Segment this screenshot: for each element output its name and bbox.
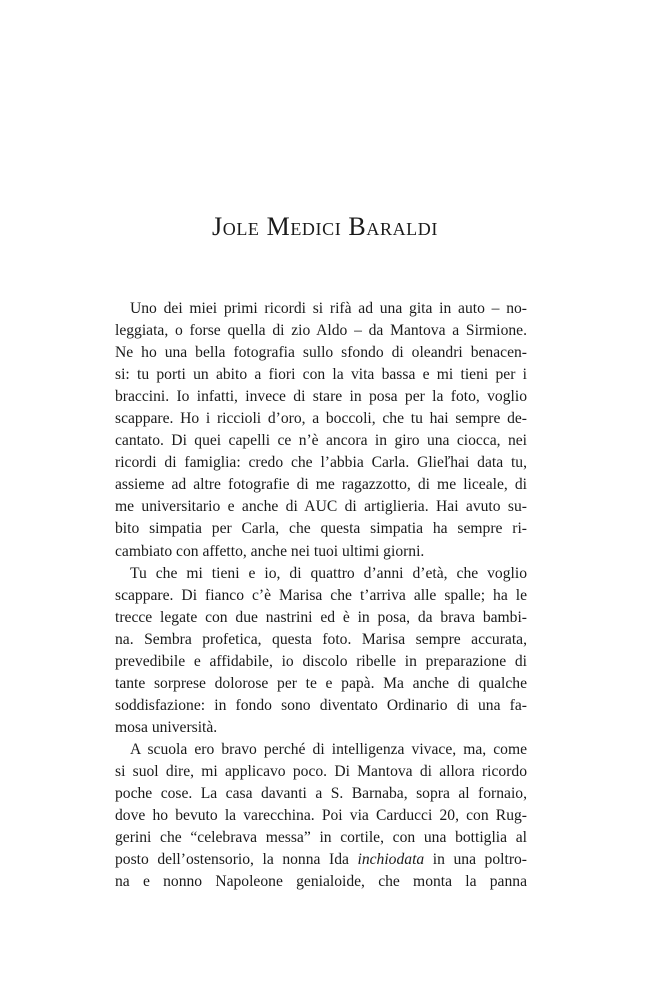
text-line: scappare. Ho i riccioli d’oro, a boccoli, che tu hai sempre de- (115, 410, 527, 428)
text-line: dove ho bevuto la varecchina. Poi via Carducci 20, con Rug- (115, 807, 527, 825)
italic-word: inchiodata (357, 851, 425, 869)
text-line: si: tu porti un abito a fiori con la vita bassa e mi tieni per i (115, 366, 527, 384)
text-line: leggiata, o forse quella di zio Aldo – da Mantova a Sirmione. (115, 322, 527, 340)
text-line: scappare. Di fianco c’è Marisa che t’arriva alle spalle; ha le (115, 586, 527, 604)
text-line: tante sorprese dolorose per te e papà. Ma anche di qualche (115, 674, 527, 692)
text-line: Ne ho una bella fotografia sullo sfondo di oleandri benacen- (115, 344, 527, 362)
text-line: soddisfazione: in fondo sono diventato Ordinario di una fa- (115, 696, 527, 714)
text-line: si suol dire, mi applicavo poco. Di Mantova di allora ricordo (115, 762, 527, 780)
text-segment: in una poltro- (424, 851, 527, 869)
text-line (115, 849, 527, 871)
text-line: na e nonno Napoleone genialoide, che monta la panna (115, 873, 527, 891)
text-line: na. Sembra profetica, questa foto. Marisa sempre accurata, (115, 630, 527, 648)
text-line: ricordi di famiglia: credo che l’abbia Carla. Glieľhai data tu, (115, 454, 527, 472)
text-line: me universitario e anche di AUC di artiglieria. Hai avuto su- (115, 498, 527, 516)
text-line: assieme ad altre fotografie di me ragazzotto, di me liceale, di (115, 476, 527, 494)
text-line: trecce legate con due nastrini ed è in posa, da brava bambi- (115, 608, 527, 626)
text-line: bito simpatia per Carla, che questa simpatia ha sempre ri- (115, 520, 527, 538)
text-line: Tu che mi tieni e io, di quattro d’anni d’età, che voglio (130, 564, 527, 582)
text-line: A scuola ero bravo perché di intelligenza vivace, ma, come (130, 740, 527, 758)
text-line: gerini che “celebrava messa” in cortile, con una bottiglia al (115, 829, 527, 847)
text-line: braccini. Io infatti, invece di stare in posa per la foto, voglio (115, 388, 527, 406)
body-text (115, 298, 527, 893)
text-line: Uno dei miei primi ricordi si rifà ad una gita in auto – no- (130, 300, 527, 317)
text-segment: posto dell’ostensorio, la nonna Ida (115, 851, 358, 869)
chapter-title: Jole Medici Baraldi (212, 212, 438, 241)
text-line: poche cose. La casa davanti a S. Barnaba, sopra al fornaio, (115, 785, 527, 803)
text-line: cambiato con affetto, anche nei tuoi ultimi giorni. (115, 542, 425, 560)
text-line: prevedibile e affidabile, io discolo ribelle in preparazione di (115, 652, 527, 670)
text-line: cantato. Di quei capelli ce n’è ancora in giro una ciocca, nei (115, 432, 527, 450)
text-line: mosa università. (115, 718, 218, 736)
